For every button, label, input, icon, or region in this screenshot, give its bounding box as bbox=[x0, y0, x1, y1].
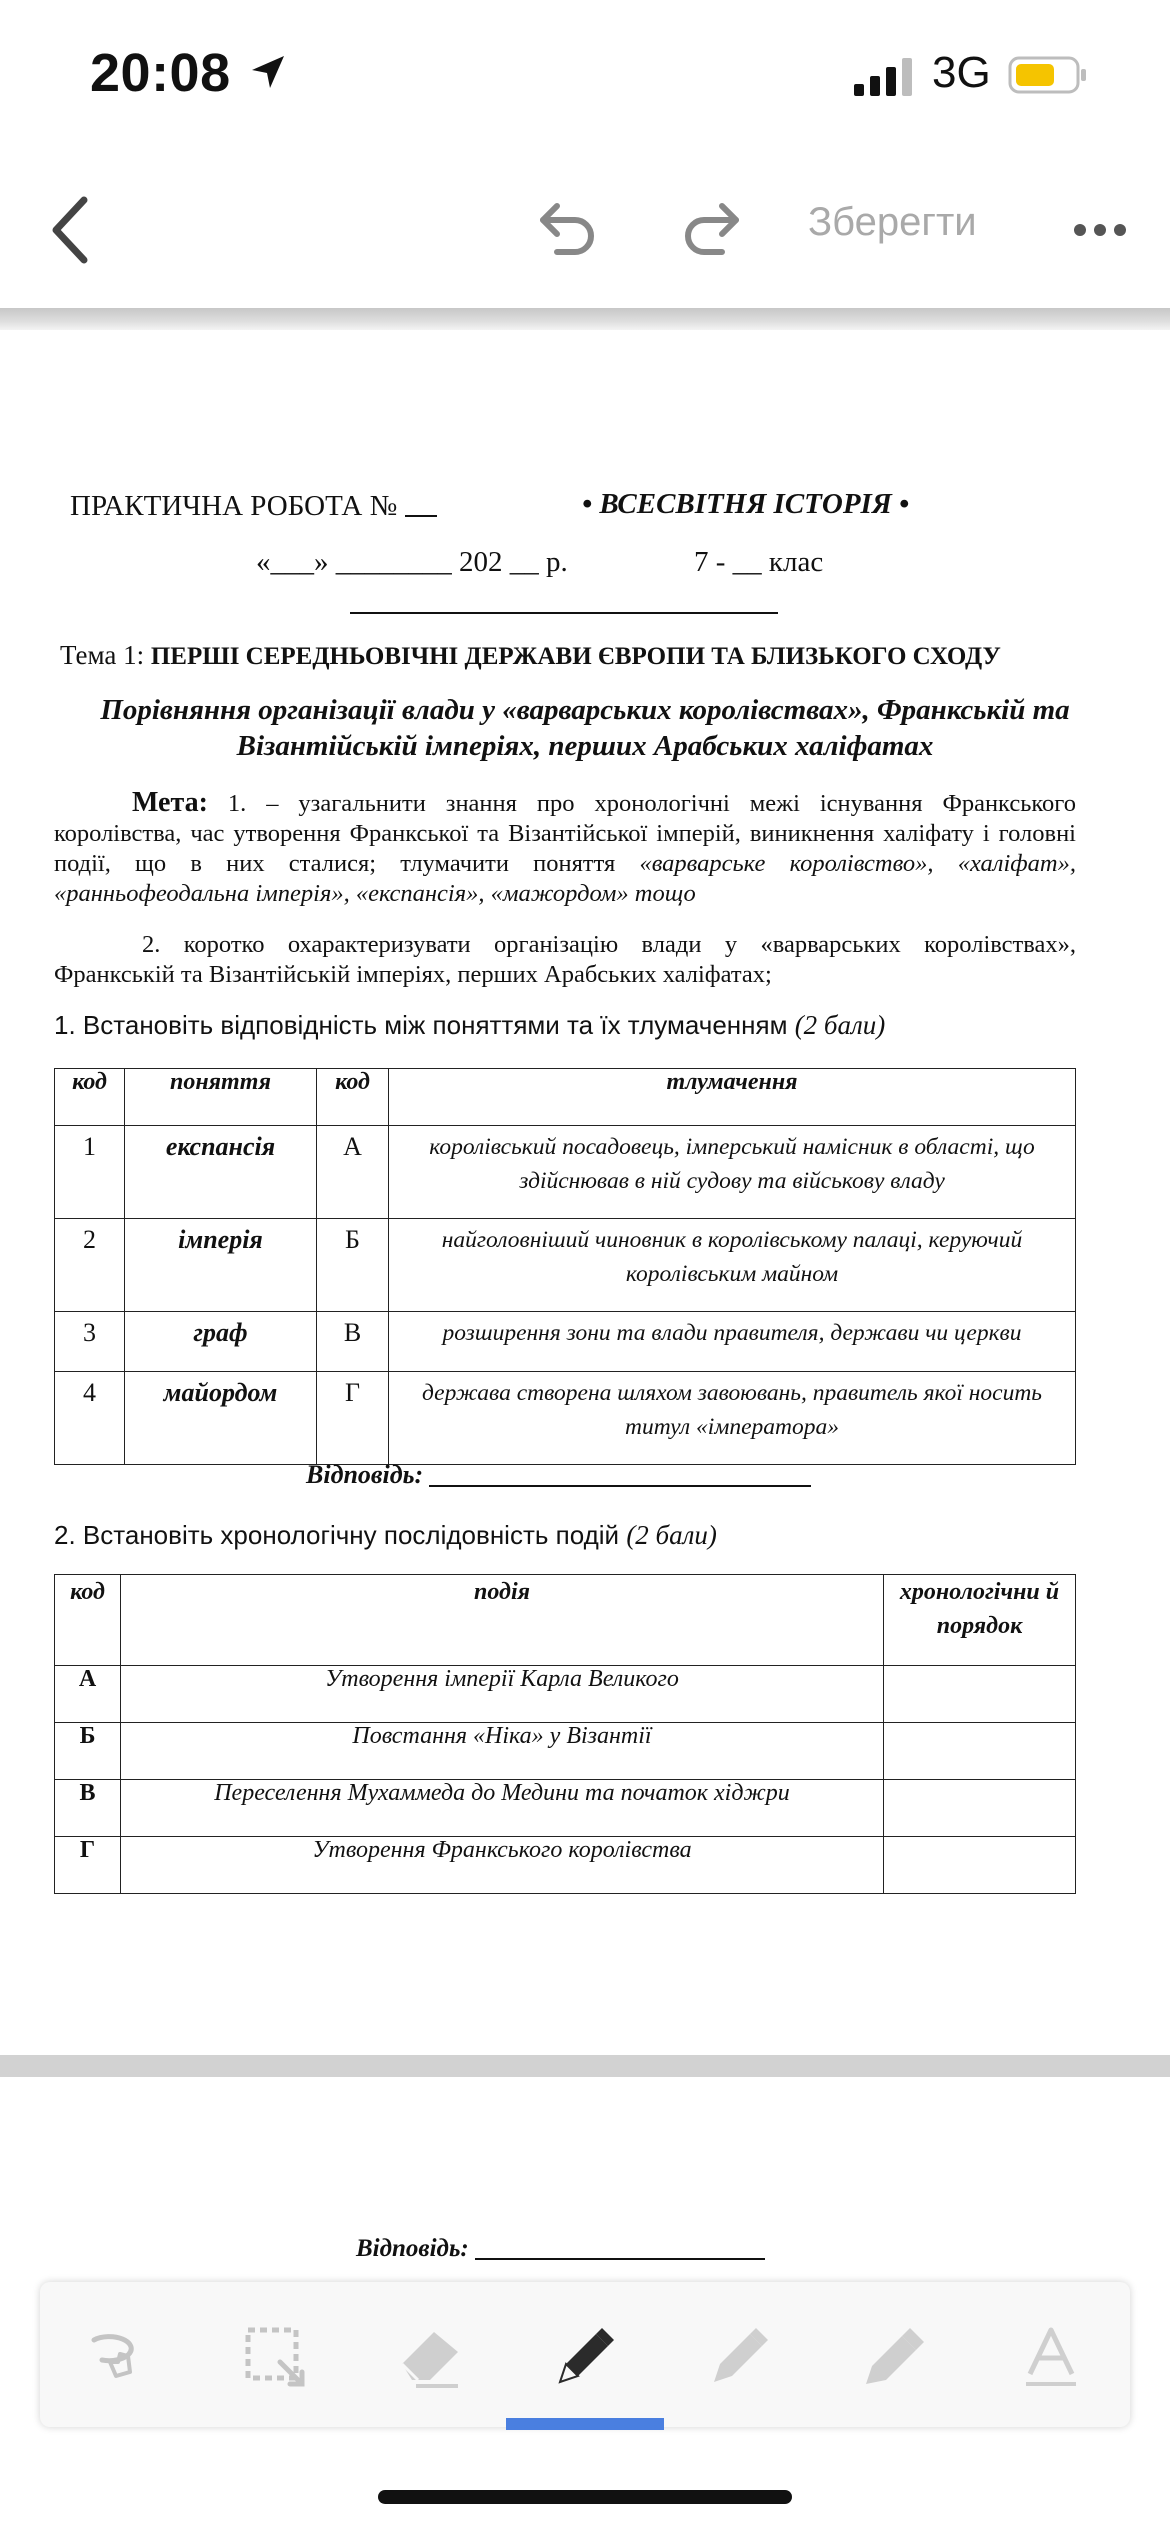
goal-terms: «варварське королівство», «халіфат», «ранньофеодальна імперія», «експансія», «мажордом» тощо bbox=[54, 850, 1076, 907]
table-row bbox=[55, 1837, 1076, 1894]
answer-blank[interactable] bbox=[475, 2258, 765, 2260]
lasso-select-icon[interactable] bbox=[80, 2322, 150, 2392]
code-cell: В bbox=[317, 1312, 389, 1372]
undo-icon[interactable] bbox=[535, 198, 601, 258]
eraser-icon[interactable] bbox=[396, 2322, 466, 2392]
answer-label: Відповідь: bbox=[356, 2235, 469, 2262]
matching-table bbox=[54, 1068, 1076, 1465]
table-row bbox=[55, 1312, 1076, 1372]
signal-bars-icon bbox=[852, 56, 916, 98]
chevron-left-icon[interactable] bbox=[40, 190, 100, 270]
code-cell: Г bbox=[317, 1372, 389, 1465]
task-1-text: 1. Встановіть відповідність між поняттями та їх тлумаченням bbox=[54, 1010, 788, 1040]
pen-icon[interactable] bbox=[550, 2322, 620, 2392]
column-header: код bbox=[55, 1069, 125, 1126]
subject-title: • ВСЕСВІТНЯ ІСТОРІЯ • bbox=[582, 488, 910, 520]
definition-cell: королівський посадовець, імперський намісник в області, що здійснював в ній судову та військову владу bbox=[389, 1126, 1076, 1219]
row-number: 3 bbox=[55, 1312, 125, 1372]
status-bar bbox=[0, 0, 1170, 150]
number-blank bbox=[405, 515, 437, 517]
tool-palette bbox=[40, 2282, 1130, 2427]
table-row bbox=[55, 1372, 1076, 1465]
location-arrow-icon bbox=[248, 52, 288, 92]
task-2-heading bbox=[54, 1520, 717, 1551]
goal-text: 1. – узагальнити знання про хронологічні межі існування Франкського королівства, час утворення Франкської та Візантійської імперій, виникнення халіфату і головні події, що в них сталися; тлумачити поняття bbox=[54, 790, 1076, 877]
row-number: 4 bbox=[55, 1372, 125, 1465]
order-cell[interactable] bbox=[884, 1723, 1076, 1780]
code-cell: Б bbox=[317, 1219, 389, 1312]
status-time: 20:08 bbox=[90, 43, 231, 103]
subtitle-line-1: Порівняння організації влади у «варварських королівствах», Франкській та bbox=[100, 694, 1070, 726]
rectangle-select-icon[interactable] bbox=[240, 2322, 310, 2392]
event-code: А bbox=[55, 1666, 121, 1723]
order-cell[interactable] bbox=[884, 1666, 1076, 1723]
column-header: тлумачення bbox=[389, 1069, 1076, 1126]
document-page[interactable] bbox=[0, 330, 1170, 2055]
task-1-points: (2 бали) bbox=[794, 1010, 886, 1040]
row-number: 1 bbox=[55, 1126, 125, 1219]
home-indicator[interactable] bbox=[378, 2490, 792, 2504]
answer-label: Відповідь: bbox=[306, 1460, 424, 1489]
task-2-points: (2 бали) bbox=[626, 1520, 717, 1550]
order-cell[interactable] bbox=[884, 1837, 1076, 1894]
definition-cell: найголовніший чиновник в королівському палаці, керуючий королівським майном bbox=[389, 1219, 1076, 1312]
row-number: 2 bbox=[55, 1219, 125, 1312]
event-code: В bbox=[55, 1780, 121, 1837]
page-separator bbox=[0, 2055, 1170, 2077]
topic-prefix: Тема 1: bbox=[60, 640, 145, 670]
class-line: 7 - __ клас bbox=[694, 546, 824, 578]
toolbar-shadow bbox=[0, 308, 1170, 330]
pencil-icon[interactable] bbox=[704, 2322, 774, 2392]
task-1-heading bbox=[54, 1010, 885, 1041]
definition-cell: держава створена шляхом завоювань, правитель якої носить титул «імператора» bbox=[389, 1372, 1076, 1465]
column-header: хронологічни й порядок bbox=[884, 1575, 1076, 1666]
column-header: подія bbox=[121, 1575, 884, 1666]
table-row bbox=[55, 1723, 1076, 1780]
text-icon[interactable] bbox=[1016, 2322, 1086, 2392]
date-line: «___» ________ 202 __ р. bbox=[256, 546, 568, 578]
answer-blank[interactable] bbox=[429, 1485, 811, 1487]
subtitle-line-2: Візантійській імперіях, перших Арабських халіфатах bbox=[236, 730, 934, 762]
goal-paragraph-2: 2. коротко охарактеризувати організацію влади у «варварських королівствах», Франкській та Візантійській імперіях, перших Арабських халіфатах; bbox=[54, 931, 1076, 988]
event-cell: Повстання «Ніка» у Візантії bbox=[121, 1723, 884, 1780]
definition-cell: розширення зони та влади правителя, держави чи церкви bbox=[389, 1312, 1076, 1372]
table-row bbox=[55, 1666, 1076, 1723]
answer-line-1 bbox=[306, 1460, 811, 1490]
save-button[interactable]: Зберегти bbox=[808, 200, 977, 244]
event-cell: Утворення імперії Карла Великого bbox=[121, 1666, 884, 1723]
network-type: 3G bbox=[932, 48, 991, 97]
answer-line-2 bbox=[356, 2235, 765, 2263]
term-cell: граф bbox=[125, 1312, 317, 1372]
term-cell: майордом bbox=[125, 1372, 317, 1465]
order-cell[interactable] bbox=[884, 1780, 1076, 1837]
highlighter-icon[interactable] bbox=[858, 2322, 928, 2392]
name-blank-line bbox=[350, 612, 778, 614]
table-row bbox=[55, 1219, 1076, 1312]
practical-title bbox=[70, 490, 437, 523]
code-cell: А bbox=[317, 1126, 389, 1219]
column-header: поняття bbox=[125, 1069, 317, 1126]
goal-paragraph bbox=[54, 788, 1076, 909]
term-cell: імперія bbox=[125, 1219, 317, 1312]
event-code: Б bbox=[55, 1723, 121, 1780]
topic-heading bbox=[60, 640, 1001, 671]
goal-label: Мета: bbox=[132, 787, 208, 818]
practical-label: ПРАКТИЧНА РОБОТА № bbox=[70, 490, 398, 522]
event-cell: Переселення Мухаммеда до Медини та початок хіджри bbox=[121, 1780, 884, 1837]
event-code: Г bbox=[55, 1837, 121, 1894]
table-row bbox=[55, 1780, 1076, 1837]
battery-low-icon bbox=[1008, 54, 1088, 96]
active-tool-indicator bbox=[506, 2418, 664, 2430]
term-cell: експансія bbox=[125, 1126, 317, 1219]
table-row bbox=[55, 1126, 1076, 1219]
editor-toolbar bbox=[0, 150, 1170, 310]
column-header: код bbox=[317, 1069, 389, 1126]
table-header-row bbox=[55, 1069, 1076, 1126]
chronology-table bbox=[54, 1574, 1076, 1894]
column-header: код bbox=[55, 1575, 121, 1666]
event-cell: Утворення Франкського королівства bbox=[121, 1837, 884, 1894]
task-2-text: 2. Встановіть хронологічну послідовність подій bbox=[54, 1520, 620, 1550]
table-header-row bbox=[55, 1575, 1076, 1666]
more-icon[interactable] bbox=[1070, 210, 1130, 250]
topic-title: ПЕРШІ СЕРЕДНЬОВІЧНІ ДЕРЖАВИ ЄВРОПИ ТА БЛИЗЬКОГО СХОДУ bbox=[150, 643, 1001, 670]
redo-icon[interactable] bbox=[678, 198, 744, 258]
